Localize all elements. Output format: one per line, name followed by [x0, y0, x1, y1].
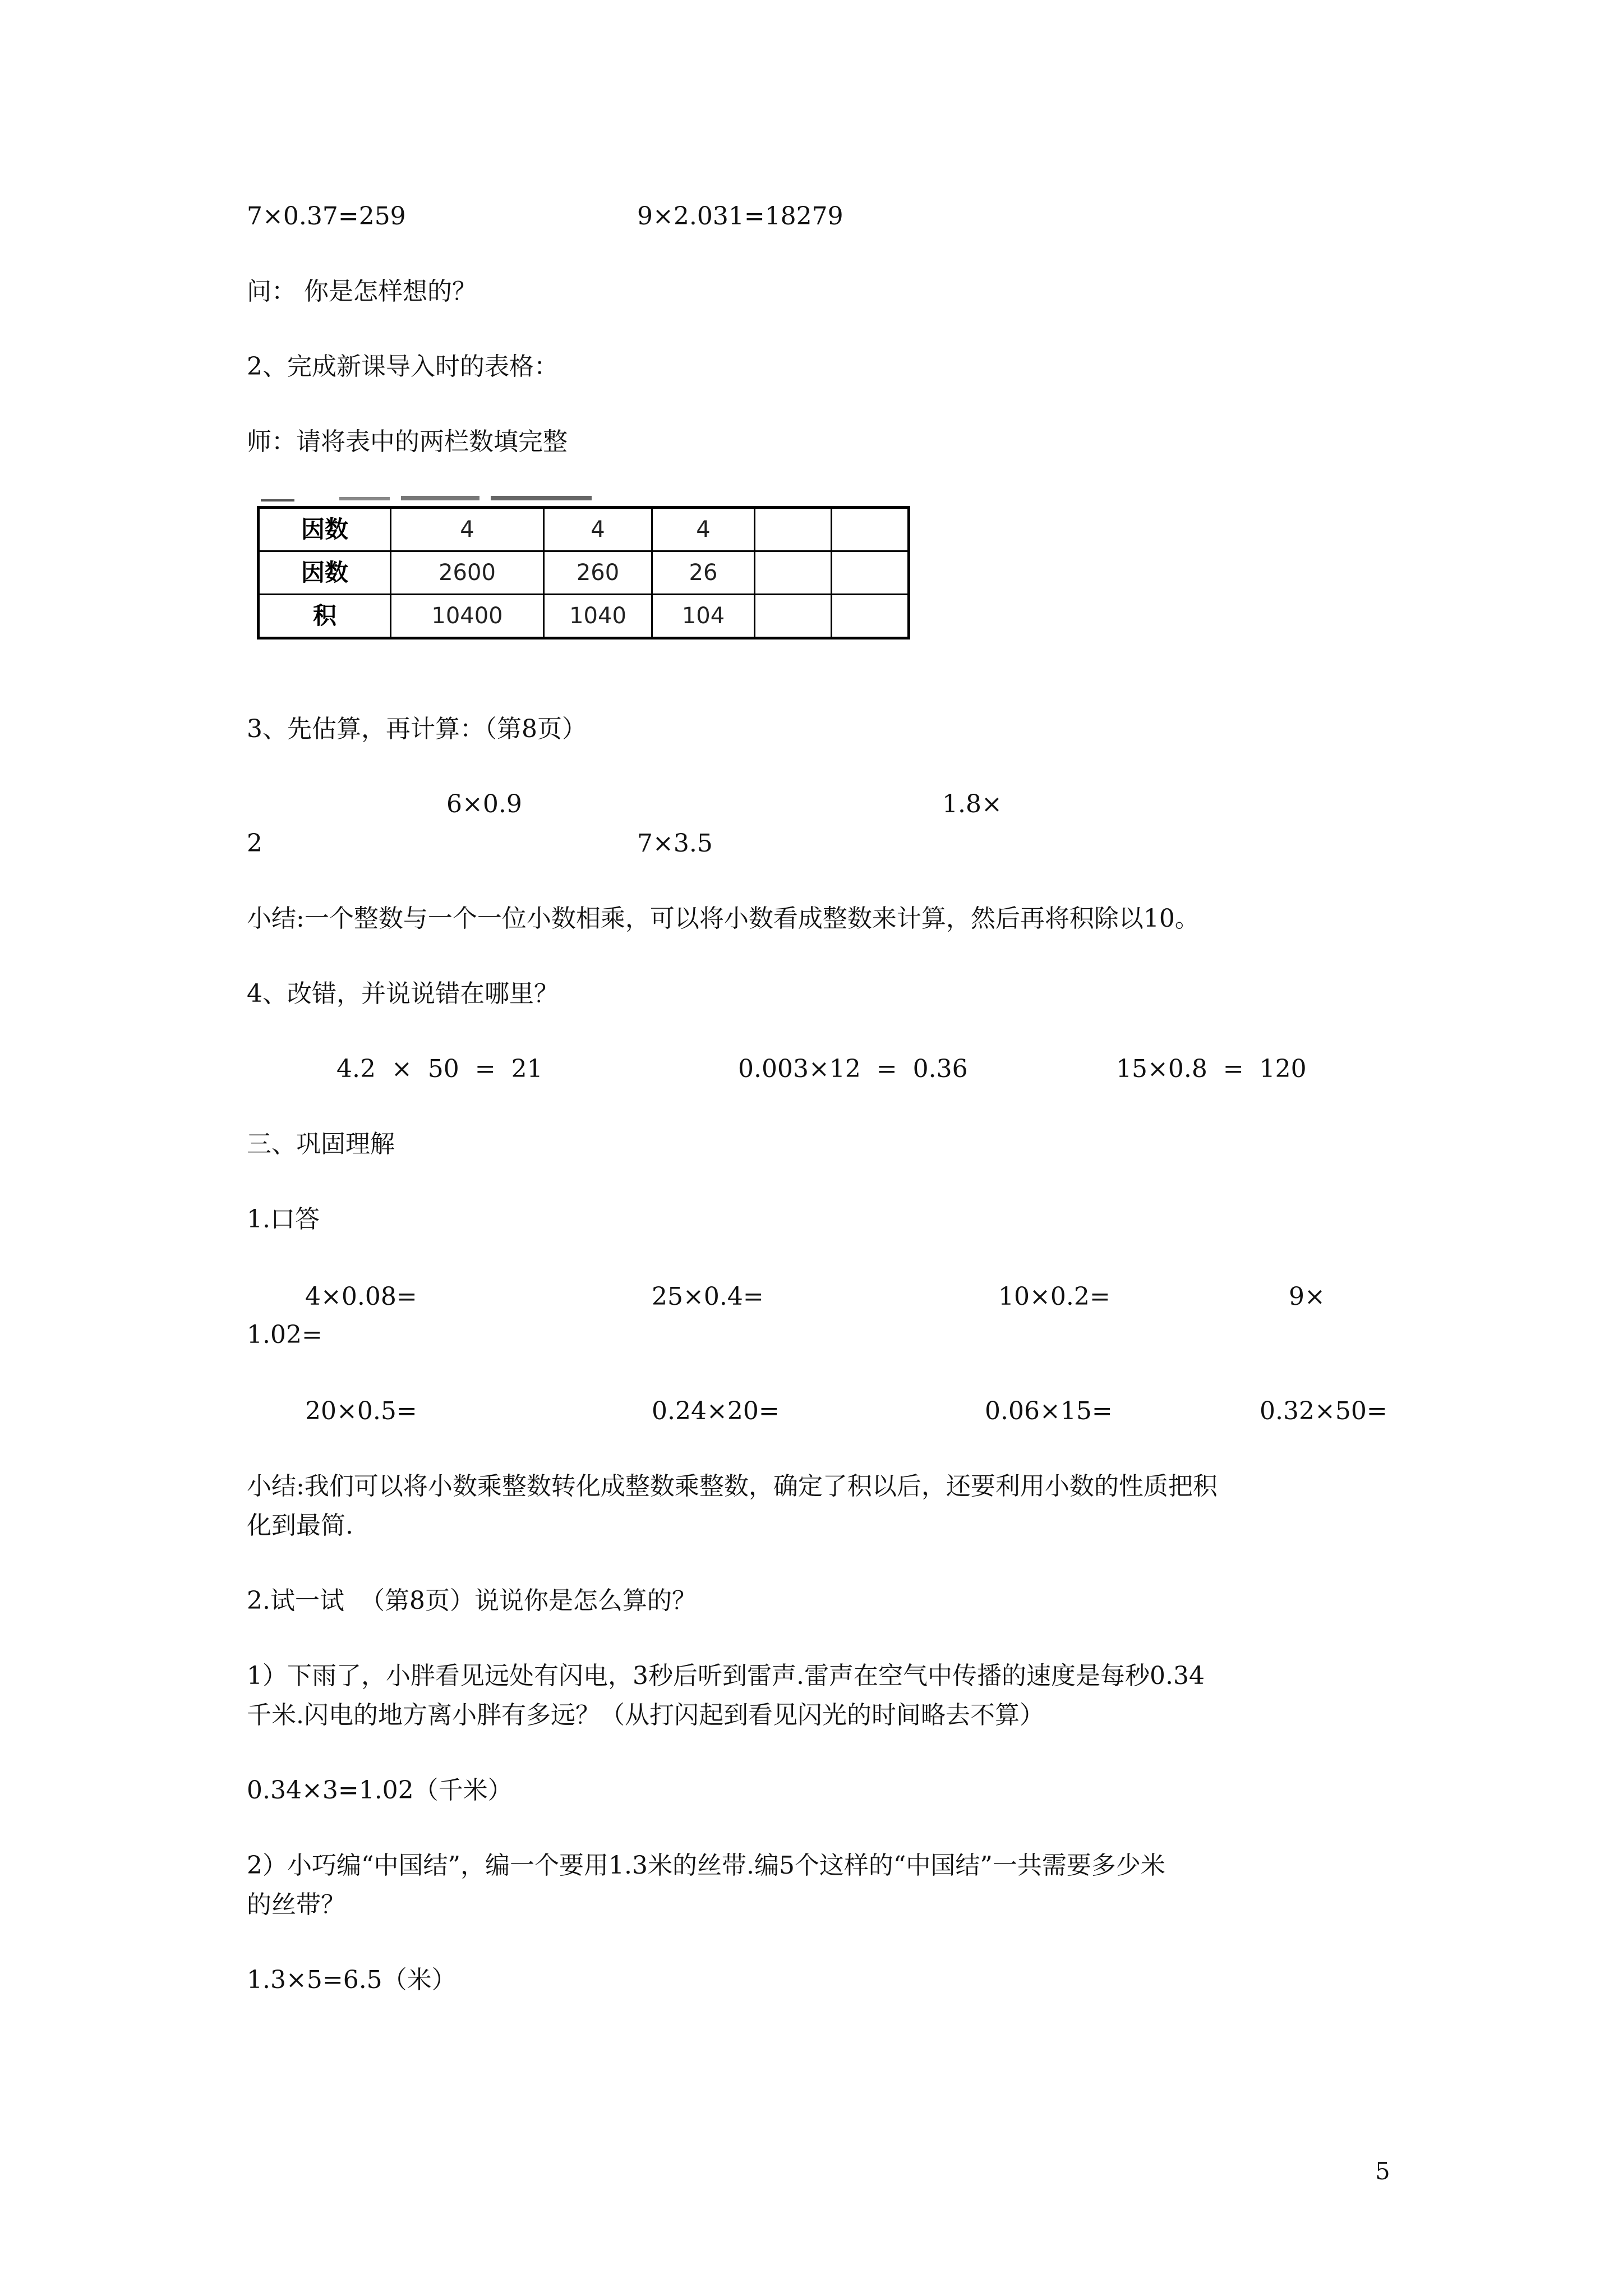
scan-artifact: [261, 494, 620, 503]
answer-1: 0.34×3=1.02（千米）: [247, 1776, 513, 1805]
try-it-heading: 2.试一试 （第8页）说说你是怎么算的？: [247, 1586, 697, 1615]
section-4-heading: 4、改错，并说说错在哪里？: [247, 979, 559, 1008]
table-cell: 2600: [391, 551, 544, 595]
table-cell-empty: [832, 595, 909, 638]
section-2-heading: 2、完成新课导入时的表格：: [247, 352, 559, 381]
estimate-18x: 1.8×: [942, 790, 1002, 818]
problem-1-line-2: 千米.闪电的地方离小胖有多远？（从打闪起到看见闪光的时间略去不算）: [247, 1701, 1044, 1729]
oral-answer-heading: 1.口答: [247, 1205, 320, 1234]
oral-item-5: 20×0.5=: [305, 1397, 417, 1425]
oral-item-4-cont: 1.02=: [247, 1320, 322, 1349]
error-item-1: 4.2 × 50 = 21: [336, 1055, 543, 1083]
oral-item-6: 0.24×20=: [652, 1397, 780, 1425]
section-3-heading: 3、先估算，再计算：（第8页）: [247, 715, 587, 743]
answer-2: 1.3×5=6.5（米）: [247, 1966, 457, 1994]
table-cell: 1040: [544, 595, 652, 638]
oral-item-1: 4×0.08=: [305, 1282, 417, 1311]
table-cell: 10400: [391, 595, 544, 638]
table-cell: 260: [544, 551, 652, 595]
oral-item-7: 0.06×15=: [985, 1397, 1113, 1425]
summary-1: 小结:一个整数与一个一位小数相乘，可以将小数看成整数来计算，然后再将积除以10。: [247, 904, 1200, 933]
oral-item-3: 10×0.2=: [998, 1282, 1110, 1311]
row-label: 因数: [259, 551, 391, 595]
problem-2-line-2: 的丝带？: [247, 1890, 345, 1919]
row-label: 积: [259, 595, 391, 638]
summary-2-line-2: 化到最简.: [247, 1511, 353, 1540]
table-cell-empty: [755, 551, 832, 595]
table-cell-empty: [832, 551, 909, 595]
table-cell: 104: [652, 595, 755, 638]
row-label: 因数: [259, 508, 391, 551]
table-row: [259, 551, 909, 595]
equation-9x2031: 9×2.031=18279: [637, 202, 843, 231]
table-cell-empty: [755, 508, 832, 551]
estimate-6x09: 6×0.9: [446, 790, 522, 818]
oral-item-8: 0.32×50=: [1260, 1397, 1387, 1425]
teacher-instruction: 师：请将表中的两栏数填完整: [247, 427, 568, 456]
page-number: 5: [1375, 2157, 1390, 2185]
oral-item-2: 25×0.4=: [652, 1282, 764, 1311]
summary-2-line-1: 小结:我们可以将小数乘整数转化成整数乘整数，确定了积以后，还要利用小数的性质把积: [247, 1472, 1218, 1501]
factor-product-table: [257, 506, 910, 639]
table-cell: 4: [652, 508, 755, 551]
question-how-think: 问： 你是怎样想的？: [247, 277, 477, 306]
error-item-2: 0.003×12 = 0.36: [738, 1055, 968, 1083]
table-cell: 4: [544, 508, 652, 551]
table-row: [259, 508, 909, 551]
table-cell-empty: [755, 595, 832, 638]
error-item-3: 15×0.8 = 120: [1116, 1055, 1307, 1083]
oral-item-4: 9×: [1289, 1282, 1325, 1311]
problem-1-line-1: 1）下雨了，小胖看见远处有闪电，3秒后听到雷声.雷声在空气中传播的速度是每秒0.34: [247, 1662, 1205, 1690]
table-cell-empty: [832, 508, 909, 551]
problem-2-line-1: 2）小巧编“中国结”，编一个要用1.3米的丝带.编5个这样的“中国结”一共需要多少米: [247, 1851, 1165, 1880]
estimate-18x-cont: 2: [247, 829, 262, 858]
section-iii-heading: 三、巩固理解: [247, 1130, 395, 1158]
table-cell: 4: [391, 508, 544, 551]
estimate-7x35: 7×3.5: [637, 829, 713, 858]
equation-7x037: 7×0.37=259: [247, 202, 406, 231]
table-row: [259, 595, 909, 638]
table-cell: 26: [652, 551, 755, 595]
